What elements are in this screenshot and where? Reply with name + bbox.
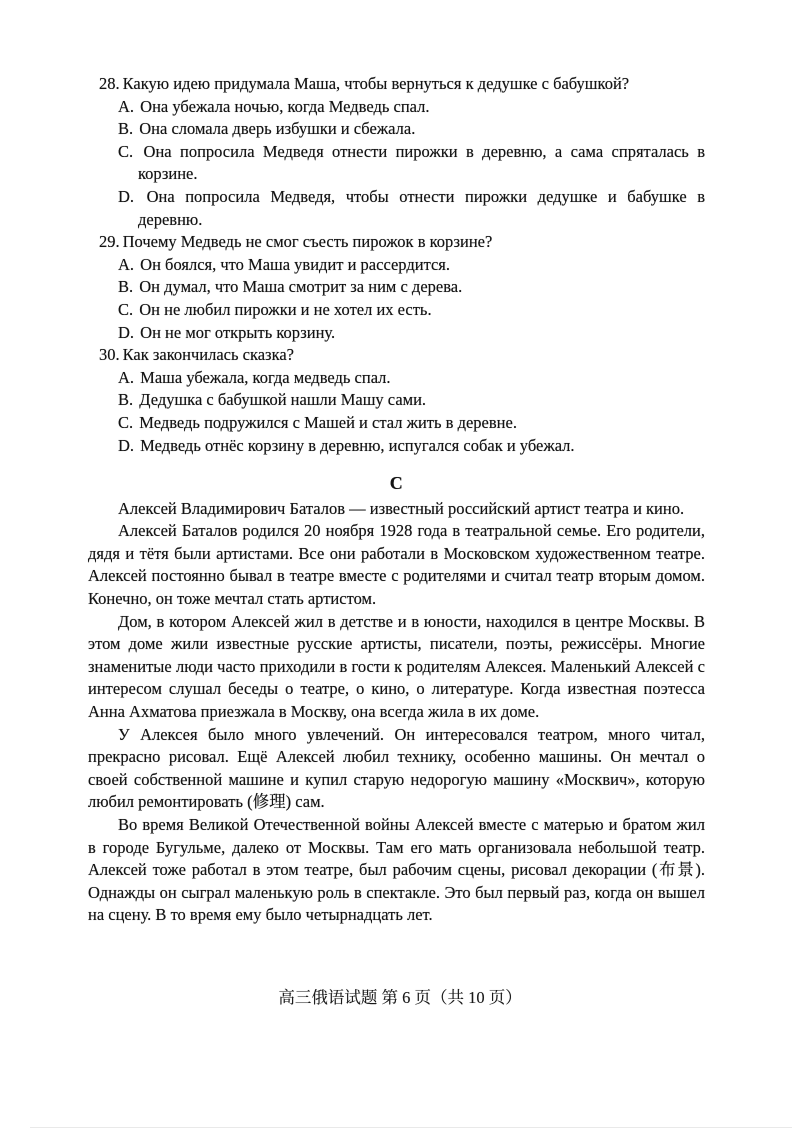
question-30-stem <box>99 344 705 367</box>
passage-paragraph-4: У Алексея было много увлечений. Он интересовался театром, много читал, прекрасно рисовал. Ещё Алексей любил технику, особенно машины. Он мечтал о своей собственной машине и купил старую недорогую машину «Москвич», которую любил ремонтировать (修理) сам. <box>88 724 705 812</box>
option-label: A. <box>118 96 135 116</box>
option-label: B. <box>118 390 134 410</box>
option-text: Она сломала дверь избушки и сбежала. <box>139 119 416 139</box>
question-30-option-a <box>118 367 705 390</box>
option-label: B. <box>118 119 134 139</box>
question-28-option-d <box>118 186 705 231</box>
option-text: Медведь подружился с Машей и стал жить в деревне. <box>139 412 517 432</box>
question-text: Как закончилась сказка? <box>122 345 294 365</box>
option-text: Медведь отнёс корзину в деревню, испугался собак и убежал. <box>140 435 575 455</box>
question-30 <box>99 344 705 457</box>
question-28-stem <box>99 73 705 96</box>
section-c-heading: C <box>389 473 404 494</box>
question-text: Какую идею придумала Маша, чтобы вернуться к дедушке с бабушкой? <box>122 74 630 93</box>
question-29-option-a <box>118 254 705 277</box>
option-text: Маша убежала, когда медведь спал. <box>140 367 391 387</box>
option-text: Он боялся, что Маша увидит и рассердится. <box>140 254 451 274</box>
scan-edge-line <box>30 1127 792 1128</box>
question-number: 30. <box>99 345 120 365</box>
option-text: Она попросила Медведя отнести пирожки в деревню, а сама спряталась в корзине. <box>138 141 705 184</box>
question-number: 28. <box>99 74 120 93</box>
question-28 <box>99 73 705 231</box>
passage-paragraph-5: Во время Великой Отечественной войны Алексей вместе с матерью и братом жил в городе Бугульме, далеко от Москвы. Там его мать организовала небольшой театр. Алексей тоже работал в этом театре, был рабочим сцены, рисовал декорации (布景). Однажды он сыграл маленькую роль в спектакле. Это был первый раз, когда он вышел на сцену. В то время ему было четырнадцать лет. <box>88 815 705 925</box>
question-28-option-c <box>118 141 705 186</box>
option-label: B. <box>118 277 134 297</box>
option-text: Дедушка с бабушкой нашли Машу сами. <box>139 390 427 410</box>
question-29-option-d <box>118 322 705 345</box>
question-number: 29. <box>99 232 120 252</box>
option-label: A. <box>118 367 135 387</box>
option-label: D. <box>118 322 135 342</box>
exam-content <box>88 73 705 927</box>
option-text: Он не любил пирожки и не хотел их есть. <box>139 299 432 319</box>
page-footer: 高三俄语试题 第 6 页（共 10 页） <box>278 988 522 1007</box>
option-label: D. <box>118 435 135 455</box>
passage-paragraph-3: Дом, в котором Алексей жил в детстве и в юности, находился в центре Москвы. В этом доме жили известные русские артисты, писатели, поэты, режиссёры. Многие знаменитые люди часто приходили в гости к родителям Алексея. Маленький Алексей с интересом слушал беседы о театре, о кино, о литературе. Когда известная поэтесса Анна Ахматова приезжала в Москву, она всегда жила в их доме. <box>88 611 705 722</box>
passage-paragraph-1: Алексей Владимирович Баталов — известный российский артист театра и кино. <box>118 498 685 518</box>
question-29-option-b <box>118 276 705 299</box>
question-28-option-a <box>118 96 705 119</box>
option-label: C. <box>118 141 134 161</box>
option-text: Она убежала ночью, когда Медведь спал. <box>140 96 430 116</box>
question-30-option-c <box>118 412 705 435</box>
option-label: A. <box>118 254 135 274</box>
question-30-option-b <box>118 389 705 412</box>
option-text: Она попросила Медведя, чтобы отнести пирожки дедушке и бабушке в деревню. <box>138 186 705 229</box>
question-29-option-c <box>118 299 705 322</box>
question-28-option-b <box>118 118 705 141</box>
option-label: D. <box>118 186 135 206</box>
option-text: Он не мог открыть корзину. <box>140 322 336 342</box>
question-29-stem <box>99 231 705 254</box>
option-label: C. <box>118 412 134 432</box>
question-30-option-d <box>118 435 705 458</box>
question-text: Почему Медведь не смог съесть пирожок в корзине? <box>122 232 493 252</box>
option-text: Он думал, что Маша смотрит за ним с дерева. <box>139 277 463 297</box>
question-29 <box>99 231 705 344</box>
passage-paragraph-2: Алексей Баталов родился 20 ноября 1928 года в театральной семье. Его родители, дядя и тётя были артистами. Все они работали в Московском художественном театре. Алексей постоянно бывал в театре вместе с родителями и считал театр вторым домом. Конечно, он тоже мечтал стать артистом. <box>88 521 705 609</box>
option-label: C. <box>118 299 134 319</box>
